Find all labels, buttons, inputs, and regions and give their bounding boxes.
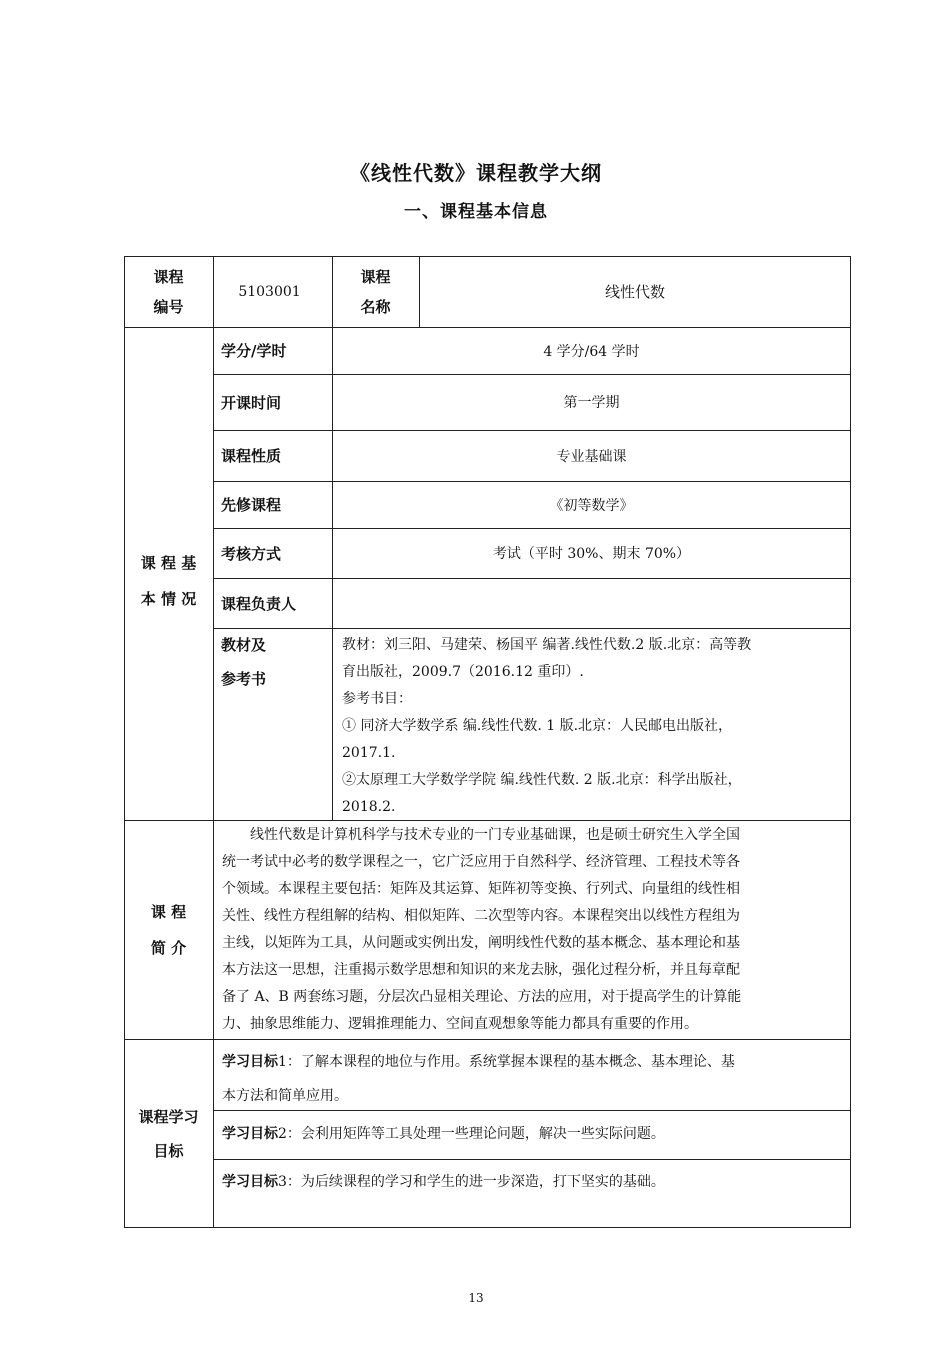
semester-label: 开课时间 (221, 393, 282, 412)
basic-info-group-label: 课 程 基 本 情 况 (140, 553, 197, 608)
course-intro-label: 课 程 简 介 (150, 902, 187, 957)
prerequisite-value: 《初等数学》 (549, 497, 634, 514)
course-intro-text: 线性代数是计算机科学与技术专业的一门专业基础课，也是硕士研究生入学全国 统一考试中必考的数学课程之一，它广泛应用于自然科学、经济管理、工程技术等各 个领域。本课程主要包括：矩阵及其运算、矩阵初等变换、行列式、向量组的线性相 关性、线性方程组解的结构、相似矩阵、二次型等内容。本课程突出以线性方程组为 主线，以矩阵为工具，从问题或实例出发，阐明线性代数的基本概念、基本理论和基 本方法这一思想，注重揭示数学思想和知识的来龙去脉，强化过程分析，并且每章配 备了 A、B 两套练习题，分层次凸显相关理论、方法的应用，对于提高学生的计算能 力、抽象思维能力、逻辑推理能力、空间直观想象等能力都具有重要的作用。 (222, 827, 742, 1032)
learning-goal-1: 学习目标1：了解本课程的地位与作用。系统掌握本课程的基本概念、基本理论、基 本方法和简单应用。 (222, 1054, 735, 1104)
page-number: 13 (468, 1291, 484, 1305)
prerequisite-label: 先修课程 (221, 496, 282, 514)
course-name-label: 课程 名称 (360, 267, 391, 316)
learning-goals-label: 课程学习 目标 (138, 1107, 199, 1160)
credits-hours-label: 学分/学时 (221, 342, 287, 360)
learning-goal-2: 学习目标2：会利用矩阵等工具处理一些理论问题，解决一些实际问题。 (222, 1126, 665, 1142)
textbook-label: 教材及 参考书 (221, 636, 267, 688)
course-type-label: 课程性质 (221, 447, 282, 465)
course-leader-value (332, 578, 851, 628)
section-heading: 一、课程基本信息 (404, 202, 548, 222)
textbook-content: 教材：刘三阳、马建荣、杨国平 编著.线性代数.2 版.北京：高等教 育出版社，2009.7（2016.12 重印）. 参考书目： ① 同济大学数学系 编.线性代数. 1 版.北京：人民邮电出版社， 2017.1. ②太原理工大学数学学院 编.线性代数. 2 版.北京：科学出版社， 2018.2. (342, 637, 752, 815)
course-leader-label: 课程负责人 (221, 594, 297, 613)
course-type-value: 专业基础课 (556, 448, 627, 465)
credits-hours-value: 4 学分/64 学时 (543, 343, 640, 360)
course-code-value: 5103001 (238, 283, 301, 300)
assessment-label: 考核方式 (221, 544, 282, 563)
semester-value: 第一学期 (563, 395, 620, 411)
course-name-value: 线性代数 (604, 283, 665, 301)
assessment-value: 考试（平时 30%、期末 70%） (492, 546, 691, 562)
page-title: 《线性代数》课程教学大纲 (350, 161, 602, 185)
course-code-label: 课程 编号 (153, 267, 184, 316)
learning-goal-3: 学习目标3：为后续课程的学习和学生的进一步深造，打下坚实的基础。 (222, 1174, 665, 1190)
